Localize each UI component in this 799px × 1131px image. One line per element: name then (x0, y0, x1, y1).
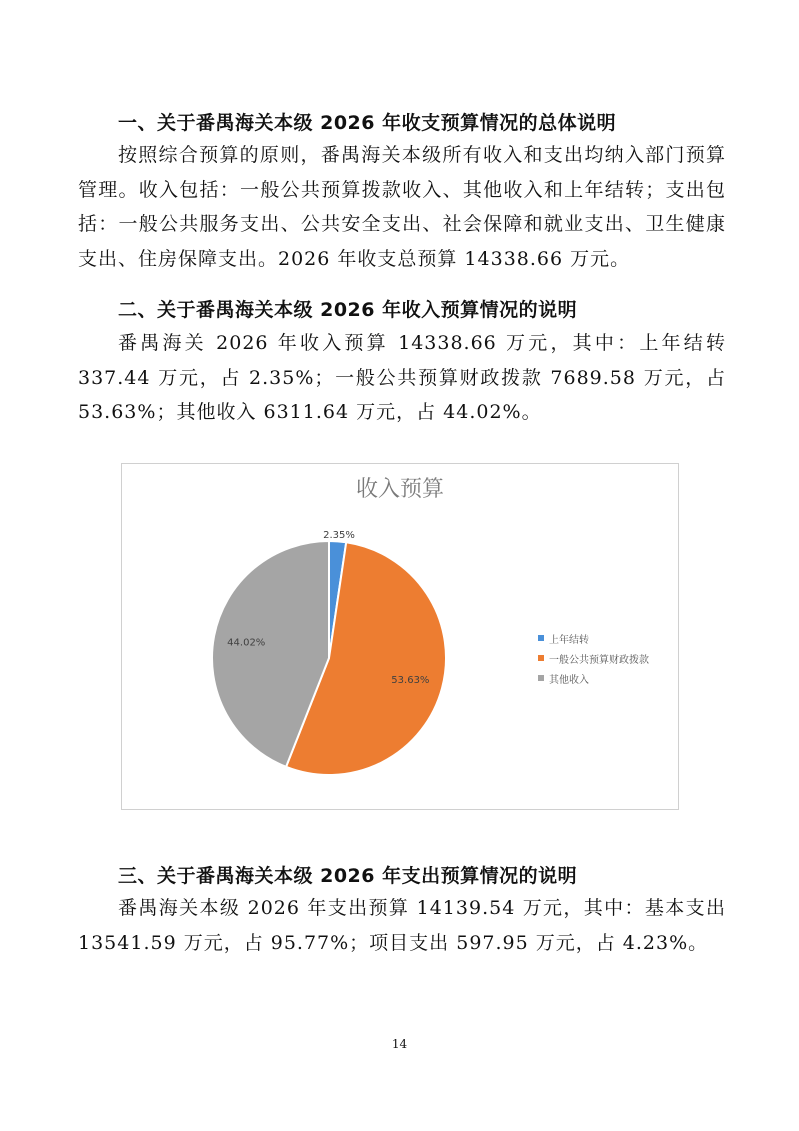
legend-item-1 (538, 648, 649, 668)
section1-heading: 一、关于番禺海关本级 2026 年收支预算情况的总体说明 (118, 112, 617, 134)
legend-marker-1 (538, 655, 544, 661)
page-number: 14 (391, 1037, 408, 1051)
pie-data-label-0: 2.35% (323, 530, 355, 541)
section2-body: 番禺海关 2026 年收入预算 14338.66 万元，其中：上年结转 337.44 万元，占 2.35%；一般公共预算财政拨款 7689.58 万元，占 53.63%；其他收入 6311.64 万元，占 44.02%。 (78, 332, 726, 423)
section2-heading: 二、关于番禺海关本级 2026 年收入预算情况的说明 (118, 299, 578, 321)
legend-label-1: 一般公共预算财政拨款 (549, 654, 649, 666)
legend-item-2 (538, 668, 649, 688)
income-budget-chart (121, 463, 679, 810)
chart-legend (538, 628, 649, 688)
legend-label-2: 其他收入 (549, 674, 589, 686)
legend-marker-2 (538, 675, 544, 681)
legend-marker-0 (538, 635, 544, 641)
section3-body: 番禺海关本级 2026 年支出预算 14139.54 万元，其中：基本支出 13541.59 万元，占 95.77%；项目支出 597.95 万元，占 4.23%。 (78, 897, 726, 954)
pie-data-label-2: 44.02% (227, 637, 266, 649)
pie-chart (122, 464, 522, 809)
section3-heading: 三、关于番禺海关本级 2026 年支出预算情况的说明 (118, 865, 578, 887)
pie-data-label-1: 53.63% (391, 674, 430, 686)
legend-label-0: 上年结转 (549, 634, 589, 646)
chart-title: 收入预算 (355, 477, 444, 502)
section1-body: 按照综合预算的原则，番禺海关本级所有收入和支出均纳入部门预算管理。收入包括：一般公共预算拨款收入、其他收入和上年结转；支出包括：一般公共服务支出、公共安全支出、社会保障和就业支出、卫生健康支出、住房保障支出。2026 年收支总预算 14338.66 万元。 (78, 144, 726, 270)
legend-item-0 (538, 628, 649, 648)
